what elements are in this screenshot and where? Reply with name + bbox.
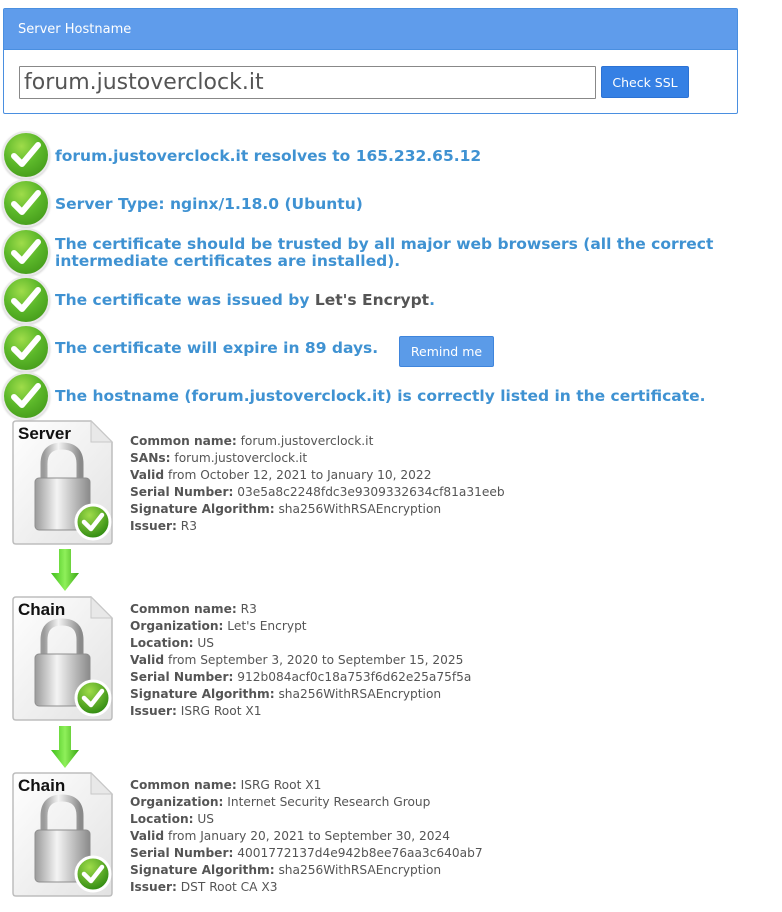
check-circle-icon <box>4 326 48 370</box>
certificate-lock-icon <box>11 420 114 546</box>
detail-serial-number: Serial Number: 912b084acf0c18a753f6d62e25a75f5a <box>130 670 472 684</box>
check-circle-icon <box>4 133 48 177</box>
check-text-suffix: . <box>429 291 435 309</box>
check-circle-icon <box>4 278 48 322</box>
detail-serial-number: Serial Number: 03e5a8c2248fdc3e9309332634cf81a31eeb <box>130 485 505 499</box>
certificate-lock-icon <box>11 596 114 722</box>
detail-common-name: Common name: R3 <box>130 602 257 616</box>
panel-heading: Server Hostname <box>4 9 737 50</box>
check-text <box>55 340 755 357</box>
check-text: Server Type: nginx/1.18.0 (Ubuntu) <box>55 195 363 213</box>
detail-valid: Valid from October 12, 2021 to January 10, 2022 <box>130 468 432 482</box>
detail-valid: Valid from September 3, 2020 to September 15, 2025 <box>130 653 464 667</box>
certificate-details <box>130 777 483 896</box>
detail-signature-algorithm: Signature Algorithm: sha256WithRSAEncryption <box>130 687 442 701</box>
arrow-down-icon <box>51 549 79 591</box>
expiry-text: The certificate will expire in 89 days. <box>55 339 379 357</box>
issuer-name: Let's Encrypt <box>314 291 430 309</box>
detail-organization: Organization: Internet Security Research Group <box>130 795 431 809</box>
detail-valid: Valid from January 20, 2021 to September 30, 2024 <box>130 829 451 843</box>
detail-common-name: Common name: ISRG Root X1 <box>130 778 322 792</box>
arrow-down-icon <box>51 726 79 768</box>
detail-organization: Organization: Let's Encrypt <box>130 619 307 633</box>
check-circle-icon <box>4 374 48 418</box>
hostname-input[interactable] <box>19 66 596 99</box>
detail-signature-algorithm: Signature Algorithm: sha256WithRSAEncryption <box>130 502 442 516</box>
detail-issuer: Issuer: ISRG Root X1 <box>130 704 262 718</box>
check-text: The certificate should be trusted by all major web browsers (all the correct intermediate certificates are installed). <box>55 235 714 270</box>
detail-issuer: Issuer: DST Root CA X3 <box>130 880 278 894</box>
svg-text:Server: Server <box>18 424 71 443</box>
hostname-panel <box>3 8 738 114</box>
check-text: forum.justoverclock.it resolves to 165.232.65.12 <box>55 147 482 165</box>
svg-text:Chain: Chain <box>18 600 66 619</box>
certificate-details <box>130 601 471 720</box>
detail-signature-algorithm: Signature Algorithm: sha256WithRSAEncryption <box>130 863 442 877</box>
check-text <box>55 292 755 309</box>
detail-location: Location: US <box>130 636 215 650</box>
remind-me-button[interactable]: Remind me <box>399 336 494 367</box>
svg-text:Chain: Chain <box>18 776 66 795</box>
check-text-prefix: The certificate was issued by <box>55 291 315 309</box>
check-text: The hostname (forum.justoverclock.it) is correctly listed in the certificate. <box>55 387 706 405</box>
detail-serial-number: Serial Number: 4001772137d4e942b8ee76aa3c640ab7 <box>130 846 483 860</box>
check-circle-icon <box>4 230 48 274</box>
detail-issuer: Issuer: R3 <box>130 519 197 533</box>
check-ssl-button[interactable]: Check SSL <box>601 66 689 98</box>
certificate-lock-icon <box>11 772 114 898</box>
check-circle-icon <box>4 181 48 225</box>
detail-location: Location: US <box>130 812 215 826</box>
certificate-details <box>130 433 505 535</box>
detail-common-name: Common name: forum.justoverclock.it <box>130 434 374 448</box>
panel-body <box>4 50 737 114</box>
detail-sans: SANs: forum.justoverclock.it <box>130 451 308 465</box>
